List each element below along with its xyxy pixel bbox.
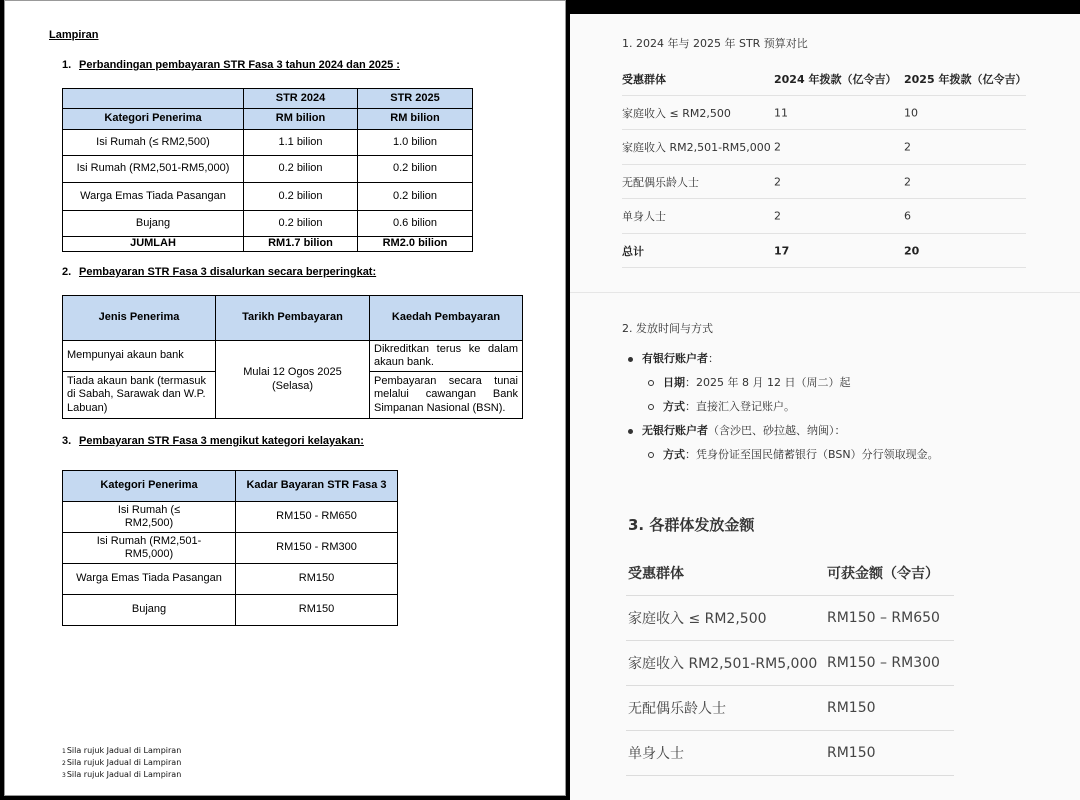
table-cell: 单身人士 (628, 746, 684, 762)
list-item: 有银行账户者： (628, 350, 719, 366)
table-header-cell (63, 89, 244, 109)
table-header-cell: 受惠群体 (622, 72, 666, 86)
table-cell: 2 (774, 175, 781, 188)
table-row (63, 211, 473, 237)
table-row (622, 165, 1026, 199)
table-cell: 0.2 bilion (358, 156, 473, 183)
table-row (626, 731, 954, 776)
table-cell: RM150 (236, 595, 398, 626)
table-cell: 0.2 bilion (244, 211, 358, 237)
table-header-cell: Jenis Penerima (63, 296, 216, 341)
table-cell: 单身人士 (622, 210, 666, 223)
table-cell: Tiada akaun bank (termasuk di Sabah, Sarawak dan W.P. Labuan) (63, 372, 216, 419)
footnote: 1Sila rujuk Jadual di Lampiran (62, 746, 182, 755)
payment-schedule-table (62, 295, 523, 419)
table-cell: Isi Rumah (≤ RM2,500) (63, 502, 236, 533)
table-cell: 2 (904, 175, 911, 188)
table-cell: 2 (904, 140, 911, 154)
table-cell: Bujang (63, 211, 244, 237)
lampiran-heading: Lampiran (49, 29, 99, 41)
section-3-title: 3. 各群体发放金额 (628, 516, 755, 534)
table-cell: RM150 (827, 700, 876, 716)
table-header-row (63, 296, 523, 341)
table-row (622, 130, 1026, 165)
table-header-cell: Kaedah Pembayaran (370, 296, 523, 341)
table-row (63, 156, 473, 183)
table-cell: 家庭收入 ≤ RM2,500 (622, 106, 731, 120)
section-number: 3. (62, 435, 72, 447)
table-cell: 家庭收入 RM2,501-RM5,000 (622, 141, 771, 154)
table-cell: Isi Rumah (≤ RM2,500) (63, 130, 244, 156)
table-header-row (626, 551, 954, 596)
section-number: 2. (62, 266, 72, 278)
table-cell: JUMLAH (63, 237, 244, 252)
table-header-row (63, 89, 473, 109)
table-row (63, 595, 398, 626)
table-cell: RM150 – RM650 (827, 610, 940, 626)
table-header-cell: 2024 年拨款（亿令吉） (774, 72, 897, 86)
bullet-icon (648, 452, 654, 458)
malay-document-page (4, 0, 566, 796)
table-cell: 2 (774, 209, 781, 223)
table-row (63, 341, 523, 372)
table-header-cell: 受惠群体 (628, 566, 684, 582)
table-cell: 1.1 bilion (244, 130, 358, 156)
table-cell: 0.6 bilion (358, 211, 473, 237)
table-header-cell: Kadar Bayaran STR Fasa 3 (236, 471, 398, 502)
bullet-icon (628, 429, 633, 434)
table-cell: 1.0 bilion (358, 130, 473, 156)
section-1-title (62, 59, 400, 71)
table-cell: 0.2 bilion (358, 183, 473, 211)
table-cell: RM150 (827, 745, 876, 761)
table-row (63, 130, 473, 156)
chinese-summary-panel (570, 14, 1080, 800)
table-cell: 2 (774, 140, 781, 154)
table-cell: 20 (904, 244, 920, 257)
table-cell: Dikreditkan terus ke dalam akaun bank. (370, 341, 523, 372)
table-row (63, 533, 398, 564)
table-row (63, 564, 398, 595)
footnotes (62, 745, 181, 781)
section-2-title: 2. 发放时间与方式 (622, 322, 713, 335)
table-cell: Warga Emas Tiada Pasangan (63, 183, 244, 211)
footnote: 3Sila rujuk Jadual di Lampiran (62, 770, 182, 779)
table-cell: Mempunyai akaun bank (63, 341, 216, 372)
section-text: Pembayaran STR Fasa 3 disalurkan secara berperingkat: (79, 266, 377, 278)
table-cell: RM1.7 bilion (244, 237, 358, 252)
table-cell: 6 (904, 209, 911, 223)
table-cell: Bujang (63, 595, 236, 626)
table-cell: RM150 (236, 564, 398, 595)
table-header-cell: STR 2025 (358, 89, 473, 109)
section-number: 1. (62, 59, 72, 71)
section-text: Pembayaran STR Fasa 3 mengikut kategori kelayakan: (79, 435, 364, 447)
bullet-icon (628, 357, 633, 362)
table-total-row (63, 237, 473, 252)
table-cell: 10 (904, 106, 918, 119)
table-cell: RM150 - RM650 (236, 502, 398, 533)
section-divider (570, 292, 1080, 293)
section-text: Perbandingan pembayaran STR Fasa 3 tahun 2024 dan 2025 : (79, 59, 400, 71)
comparison-table (62, 88, 473, 252)
table-cell: 0.2 bilion (244, 156, 358, 183)
section-3-title (62, 435, 364, 447)
table-cell: Isi Rumah (RM2,501-RM5,000) (63, 533, 236, 564)
table-header-cell: 可获金额（令吉） (827, 566, 939, 582)
table-row (622, 199, 1026, 234)
table-cell: 0.2 bilion (244, 183, 358, 211)
footnote: 2Sila rujuk Jadual di Lampiran (62, 758, 182, 767)
table-cell: 无配偶乐龄人士 (628, 701, 726, 717)
table-row (63, 183, 473, 211)
table-cell: RM150 - RM300 (236, 533, 398, 564)
table-row (626, 596, 954, 641)
table-cell: Pembayaran secara tunai melalui cawangan Bank Simpanan Nasional (BSN). (370, 372, 523, 419)
table-cell: Isi Rumah (RM2,501-RM5,000) (63, 156, 244, 183)
list-item: 无银行账户者（含沙巴、砂拉越、纳闽）： (628, 422, 846, 438)
table-cell: 无配偶乐龄人士 (622, 175, 699, 189)
table-total-row (622, 234, 1026, 268)
table-header-cell: 2025 年拨款（亿令吉） (904, 72, 1027, 86)
list-item: 方式：直接汇入登记账户。 (648, 398, 795, 414)
table-cell: 11 (774, 106, 788, 119)
table-row (63, 502, 398, 533)
table-cell: RM2.0 bilion (358, 237, 473, 252)
bullet-icon (648, 380, 654, 386)
table-cell: 总计 (622, 244, 644, 258)
table-cell: 17 (774, 244, 790, 257)
table-cell-date: Mulai 12 Ogos 2025 (Selasa) (216, 341, 370, 419)
table-cell: RM150 – RM300 (827, 655, 940, 671)
table-header-cell: Kategori Penerima (63, 471, 236, 502)
table-header-row (63, 471, 398, 502)
table-header-cell: STR 2024 (244, 89, 358, 109)
bullet-icon (648, 404, 654, 410)
table-cell: 家庭收入 ≤ RM2,500 (628, 611, 767, 627)
table-row (626, 641, 954, 686)
table-cell: Warga Emas Tiada Pasangan (63, 564, 236, 595)
section-1-title: 1. 2024 年与 2025 年 STR 预算对比 (622, 37, 808, 50)
table-header-cell: Kategori Penerima (63, 109, 244, 130)
table-header-cell: Tarikh Pembayaran (216, 296, 370, 341)
list-item: 方式：凭身份证至国民储蓄银行（BSN）分行领取现金。 (648, 446, 939, 462)
rate-table (62, 470, 398, 626)
table-header-row (622, 62, 1026, 96)
list-item: 日期：2025 年 8 月 12 日（周二）起 (648, 374, 850, 390)
table-header-cell: RM bilion (244, 109, 358, 130)
table-header-row (63, 109, 473, 130)
table-header-cell: RM bilion (358, 109, 473, 130)
table-cell: 家庭收入 RM2,501-RM5,000 (628, 656, 818, 672)
table-row (622, 96, 1026, 130)
table-row (626, 686, 954, 731)
section-2-title (62, 266, 376, 278)
